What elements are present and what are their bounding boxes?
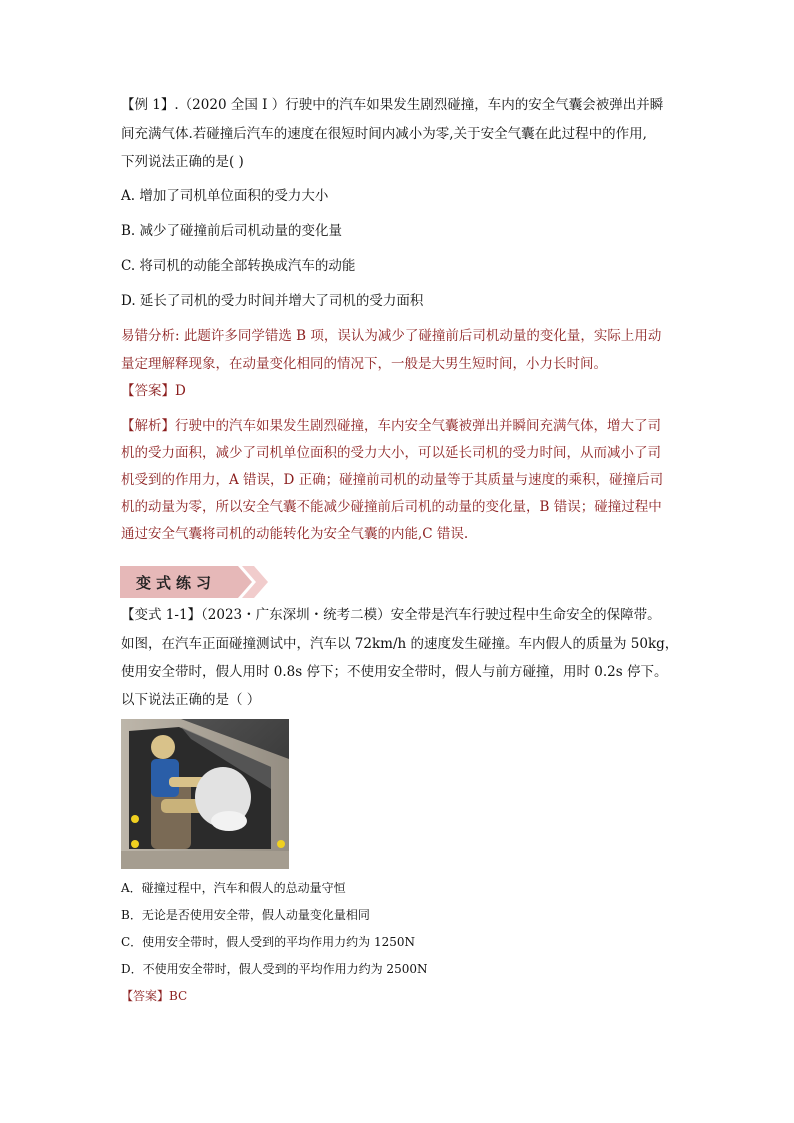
- variant1-option-a: A．碰撞过程中，汽车和假人的总动量守恒: [121, 881, 346, 895]
- variant1-question-line-2: 如图，在汽车正面碰撞测试中，汽车以 72km/h 的速度发生碰撞。车内假人的质量为 50kg，: [121, 636, 679, 652]
- variant1-question-line-1: 【变式 1-1】（2023・广东深圳・统考二模）安全带是汽车行驶过程中生命安全的保障带。: [121, 607, 661, 623]
- banner-text: 变式练习: [136, 574, 217, 592]
- error-analysis-line-1: 易错分析: 此题许多同学错选 B 项，误认为减少了碰撞前后司机动量的变化量，实际上用动: [121, 328, 662, 344]
- variant1-option-d: D．不使用安全带时，假人受到的平均作用力约为 2500N: [121, 962, 428, 976]
- variant1-option-b: B．无论是否使用安全带，假人动量变化量相同: [121, 908, 370, 922]
- example1-option-b: B. 减少了碰撞前后司机动量的变化量: [121, 223, 343, 239]
- example1-question-line-3: 下列说法正确的是( ): [121, 154, 244, 170]
- variant1-question-line-4: 以下说法正确的是（ ）: [121, 692, 261, 708]
- solution-line-5: 通过安全气囊将司机的动能转化为安全气囊的内能,C 错误.: [121, 526, 469, 542]
- solution-line-1: 【解析】行驶中的汽车如果发生剧烈碰撞，车内安全气囊被弹出并瞬间充满气体，增大了司: [121, 418, 661, 434]
- variant1-option-c: C．使用安全带时，假人受到的平均作用力约为 1250N: [121, 935, 416, 949]
- solution-line-4: 机的动量为零，所以安全气囊不能减少碰撞前后司机的动量的变化量，B 错误；碰撞过程中: [121, 499, 662, 515]
- crash-test-photo: [121, 719, 289, 869]
- example1-answer: 【答案】D: [121, 383, 186, 399]
- example1-question-line-2: 间充满气体.若碰撞后汽车的速度在很短时间内减小为零,关于安全气囊在此过程中的作用,: [121, 126, 647, 142]
- example1-option-c: C. 将司机的动能全部转换成汽车的动能: [121, 258, 356, 274]
- variant1-question-line-3: 使用安全带时，假人用时 0.8s 停下；不使用安全带时，假人与前方碰撞，用时 0.2s 停下。: [121, 664, 668, 680]
- example1-option-a: A. 增加了司机单位面积的受力大小: [121, 188, 329, 204]
- example1-option-d: D. 延长了司机的受力时间并增大了司机的受力面积: [121, 293, 424, 309]
- variant1-answer: 【答案】BC: [121, 989, 188, 1003]
- solution-line-3: 机受到的作用力，A 错误，D 正确；碰撞前司机的动量等于其质量与速度的乘积，碰撞后司: [121, 472, 664, 488]
- solution-line-2: 机的受力面积，减少了司机单位面积的受力大小，可以延长司机的受力时间，从而减小了司: [121, 445, 661, 461]
- example1-question-line-1: 【例 1】.（2020 全国 I ）行驶中的汽车如果发生剧烈碰撞，车内的安全气囊会被弹出并瞬: [121, 97, 664, 113]
- error-analysis-line-2: 量定理解释现象，在动量变化相同的情况下，一般是大男生短时间，小力长时间。: [121, 356, 607, 372]
- variant-practice-banner: [120, 566, 270, 598]
